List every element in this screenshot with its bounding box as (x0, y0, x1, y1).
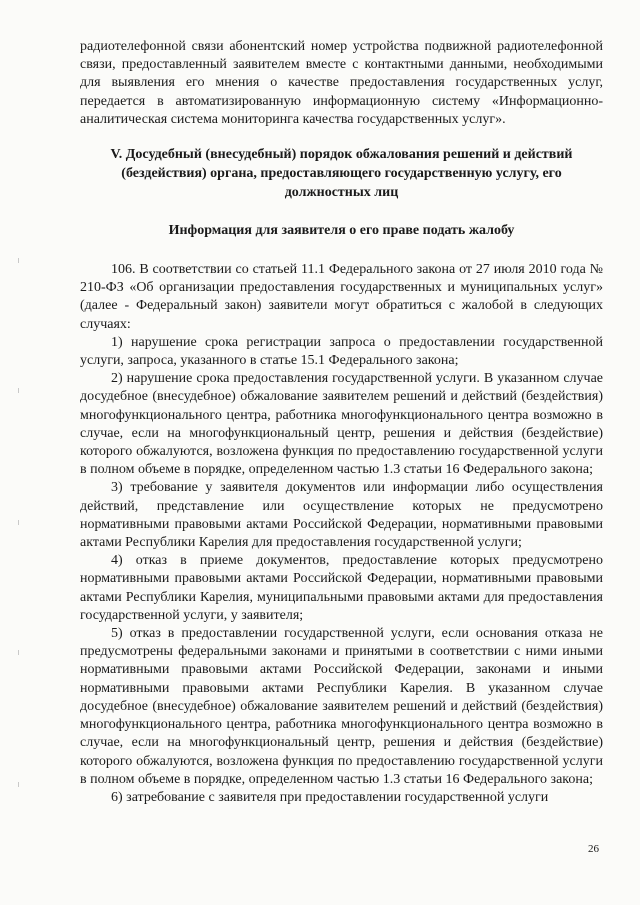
list-item-3: 3) требование у заявителя документов или информации либо осуществления действий, представление или осуществление которых не предусмотрено нормативными правовыми актами Российской Федерации, нормативными правовыми актами Республики Карелия для предоставления государственной услуги; (80, 480, 603, 551)
scan-margin-mark (18, 650, 19, 655)
scan-margin-mark (18, 520, 19, 525)
scan-margin-mark (18, 782, 19, 787)
list-item-5: 5) отказ в предоставлении государственной услуги, если основания отказа не предусмотрены федеральными законами и принятыми в соответствии с ними иными нормативными правовыми актами Российской Федерации, законами и иными нормативными правовыми актами Республики Карелия. В указанном случае досудебное (внесудебное) обжалование заявителем решений и действий (бездействия) многофункционального центра, работника многофункционального центра возможно в случае, если на многофункциональный центр, решения и действия (бездействие) которого обжалуются, возложена функция по предоставлению государственной услуги в полном объеме в порядке, определенном частью 1.3 статьи 16 Федерального закона; (80, 626, 603, 787)
page-number: 26 (588, 843, 599, 855)
list-item-2: 2) нарушение срока предоставления государственной услуги. В указанном случае досудебное (внесудебное) обжалование заявителем решений и действий (бездействия) многофункционального центра, работника многофункционального центра возможно в случае, если на многофункциональный центр, решения и действия (бездействие) которого обжалуются, возложена функция по предоставлению государственной услуги в полном объеме в порядке, определенном частью 1.3 статьи 16 Федерального закона; (80, 371, 603, 478)
scan-margin-mark (18, 388, 19, 393)
intro-paragraph: радиотелефонной связи абонентский номер устройства подвижной радиотелефонной связи, предоставленный заявителем вместе с контактными данными, необходимыми для выявления его мнения о качестве предоставления государственных услуг, передается в автоматизированную информационную систему «Информационно-аналитическая система мониторинга качества государственных услуг». (80, 39, 603, 127)
page-body (80, 38, 603, 807)
paragraph-106: 106. В соответствии со статьей 11.1 Федерального закона от 27 июля 2010 года № 210-ФЗ «Об организации предоставления государственных и муниципальных услуг» (далее - Федеральный закон) заявители могут обратиться с жалобой в следующих случаях: (80, 262, 603, 332)
list-item-1: 1) нарушение срока регистрации запроса о предоставлении государственной услуги, запроса, указанного в статье 15.1 Федерального закона; (80, 334, 603, 369)
list-item-4: 4) отказ в приеме документов, предоставление которых предусмотрено нормативными правовыми актами Российской Федерации, нормативными правовыми актами Республики Карелия, муниципальными правовыми актами для предоставления государственной услуги, у заявителя; (80, 553, 603, 623)
scan-margin-mark (18, 258, 19, 263)
section-heading: V. Досудебный (внесудебный) порядок обжалования решений и действий (бездействия) органа, предоставляющего государственную услугу, его должностных лиц (110, 147, 573, 201)
list-item-6: 6) затребование с заявителя при предоставлении государственной услуги (111, 789, 549, 805)
info-heading: Информация для заявителя о его праве подать жалобу (168, 223, 515, 239)
